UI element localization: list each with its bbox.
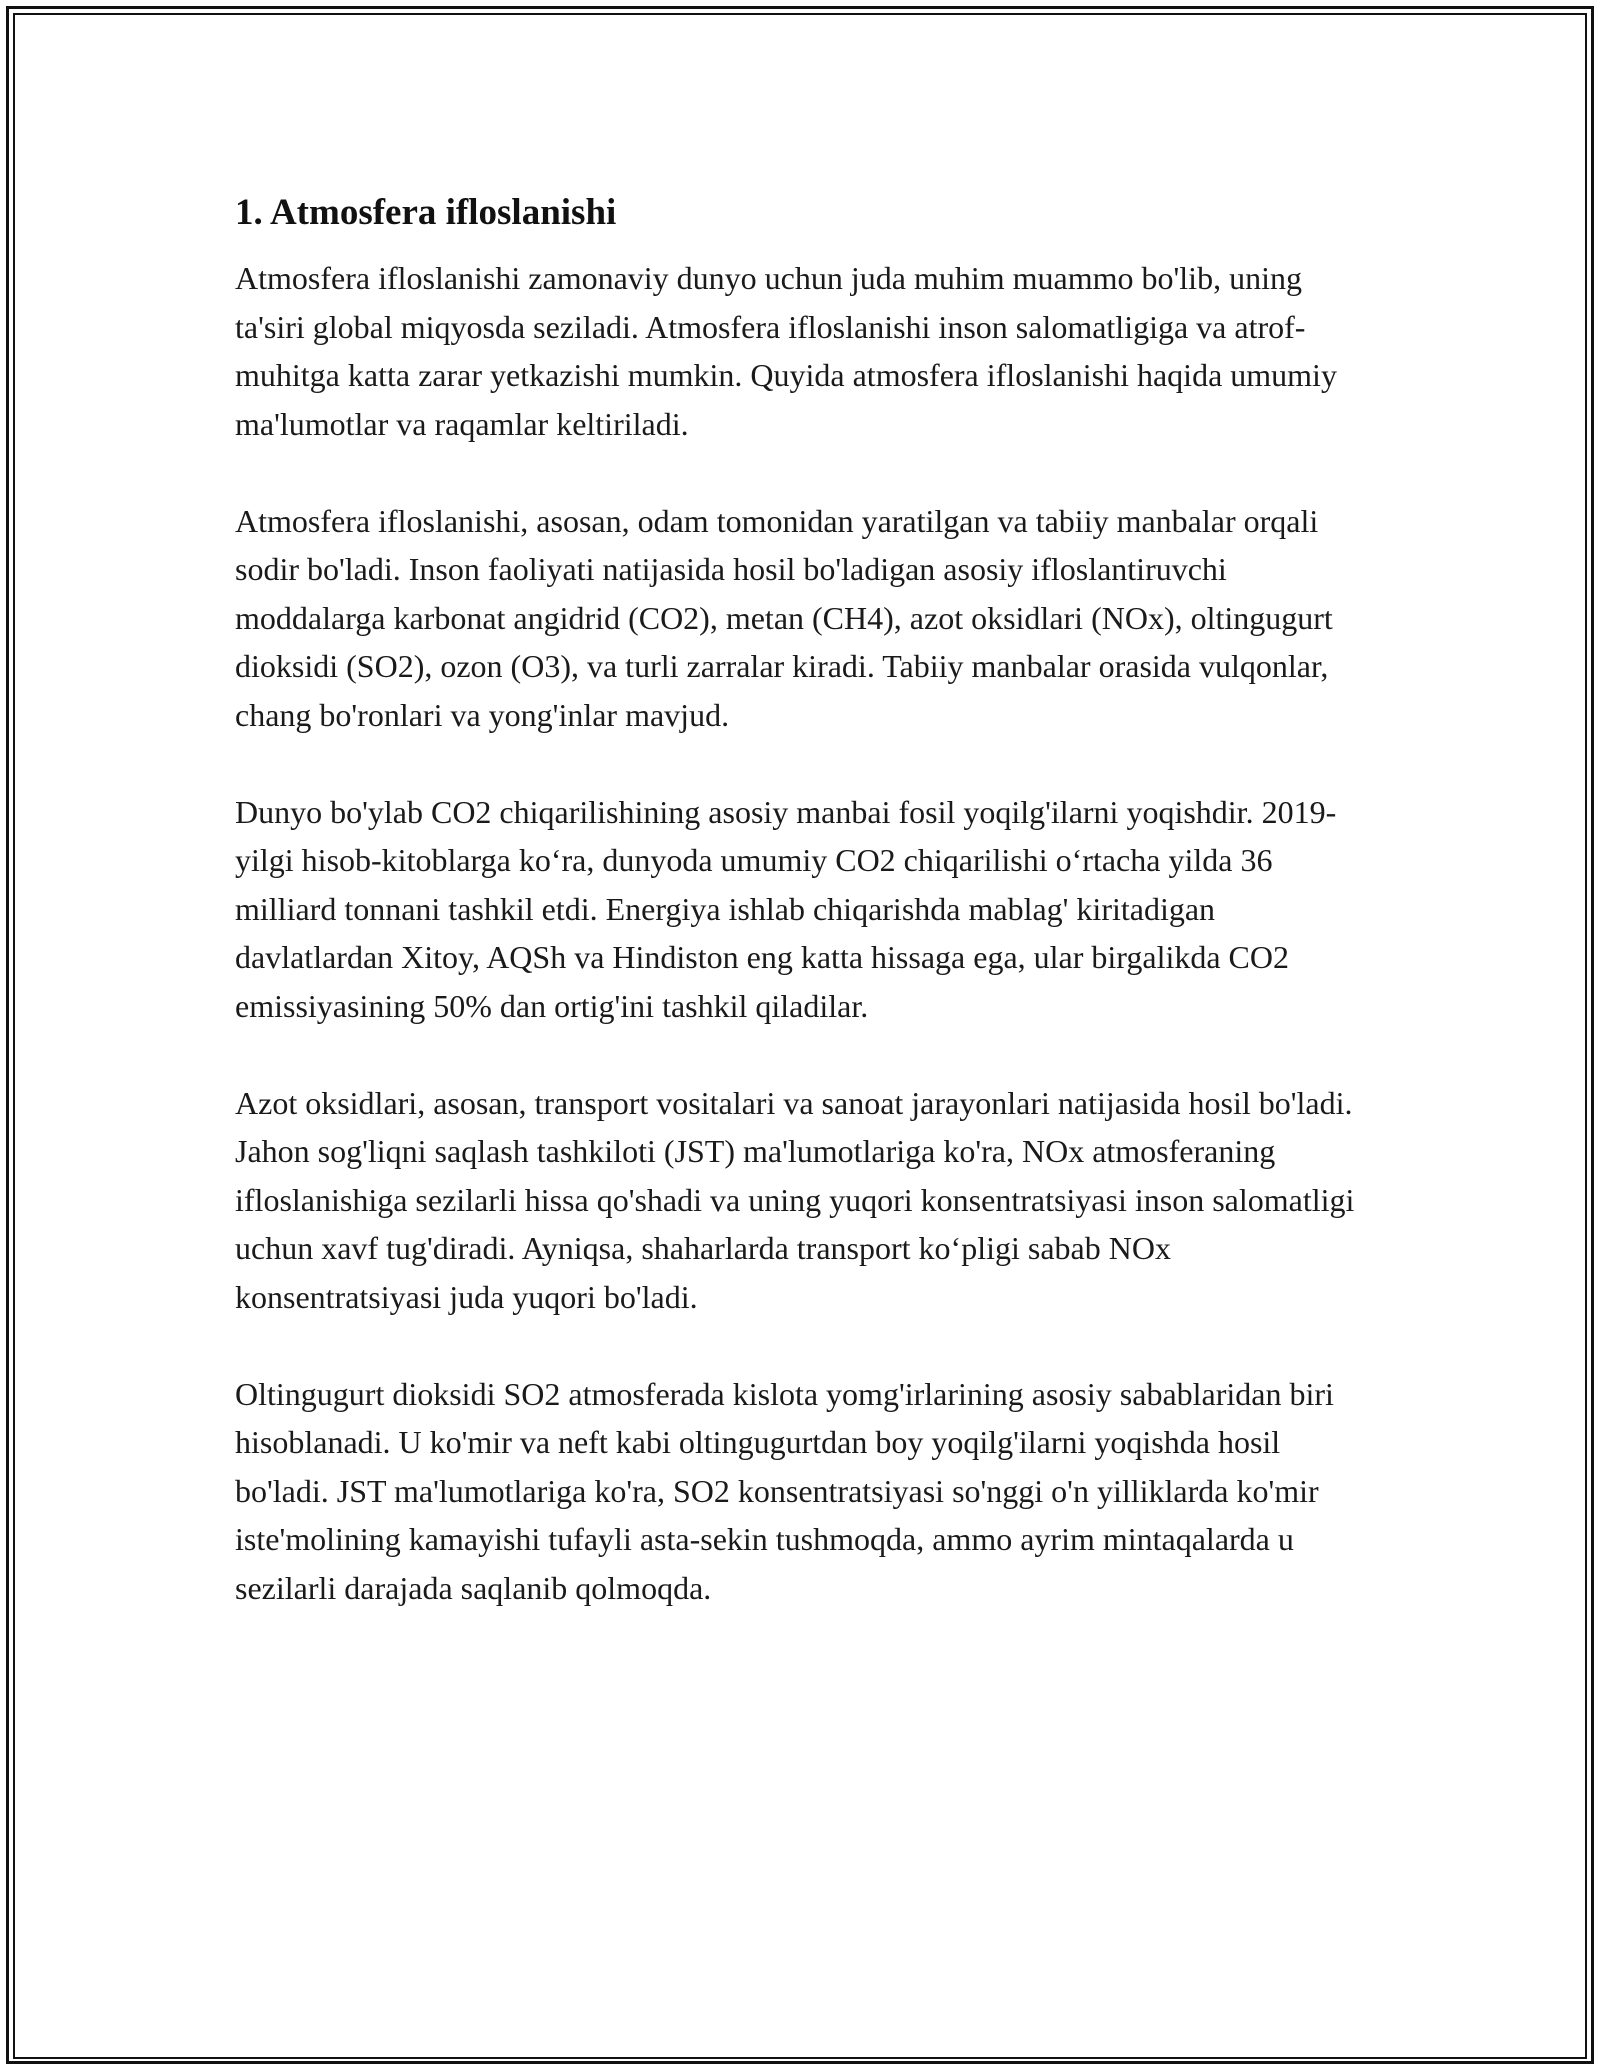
document-page [235,186,1375,1661]
section-heading: 1. Atmosfera ifloslanishi [235,192,617,233]
paragraph-sources: Atmosfera ifloslanishi, asosan, odam tomonidan yaratilgan va tabiiy manbalar orqali sodir bo'ladi. Inson faoliyati natijasida hosil bo'ladigan asosiy ifloslantiruvchi moddalarga karbonat angidrid (CO2), metan (CH4), azot oksidlari (NOx), oltingugurt dioksidi (SO2), ozon (O3), va turli zarralar kiradi. Tabiiy manbalar orasida vulqonlar, chang bo'ronlari va yong'inlar mavjud. [235,502,1333,733]
paragraph-so2: Oltingugurt dioksidi SO2 atmosferada kislota yomg'irlarining asosiy sabablaridan biri hisoblanadi. U ko'mir va neft kabi oltingugurtdan boy yoqilg'ilarni yoqishda hosil bo'ladi. JST ma'lumotlariga ko'ra, SO2 konsentratsiyasi so'nggi o'n yilliklarda ko'mir iste'molining kamayishi tufayli asta-sekin tushmoqda, ammo ayrim mintaqalarda u sezilarli darajada saqlanib qolmoqda. [235,1375,1334,1606]
paragraph-intro: Atmosfera ifloslanishi zamonaviy dunyo uchun juda muhim muammo bo'lib, uning ta'siri global miqyosda seziladi. Atmosfera ifloslanishi inson salomatligiga va atrof-muhitga katta zarar yetkazishi mumkin. Quyida atmosfera ifloslanishi haqida umumiy ma'lumotlar va raqamlar keltiriladi. [235,260,1337,442]
paragraph-nox: Azot oksidlari, asosan, transport vositalari va sanoat jarayonlari natijasida hosil bo'ladi. Jahon sog'liqni saqlash tashkiloti (JST) ma'lumotlariga ko'ra, NOx atmosferaning ifloslanishiga sezilarli hissa qo'shadi va uning yuqori konsentratsiyasi inson salomatligi uchun xavf tug'diradi. Ayniqsa, shaharlarda transport ko‘pligi sabab NOx konsentratsiyasi juda yuqori bo'ladi. [235,1084,1355,1315]
paragraph-co2: Dunyo bo'ylab CO2 chiqarilishining asosiy manbai fosil yoqilg'ilarni yoqishdir. 2019-yilgi hisob-kitoblarga ko‘ra, dunyoda umumiy CO2 chiqarilishi o‘rtacha yilda 36 milliard tonnani tashkil etdi. Energiya ishlab chiqarishda mablag' kiritadigan davlatlardan Xitoy, AQSh va Hindiston eng katta hissaga ega, ular birgalikda CO2 emissiyasining 50% dan ortig'ini tashkil qiladilar. [235,793,1337,1024]
